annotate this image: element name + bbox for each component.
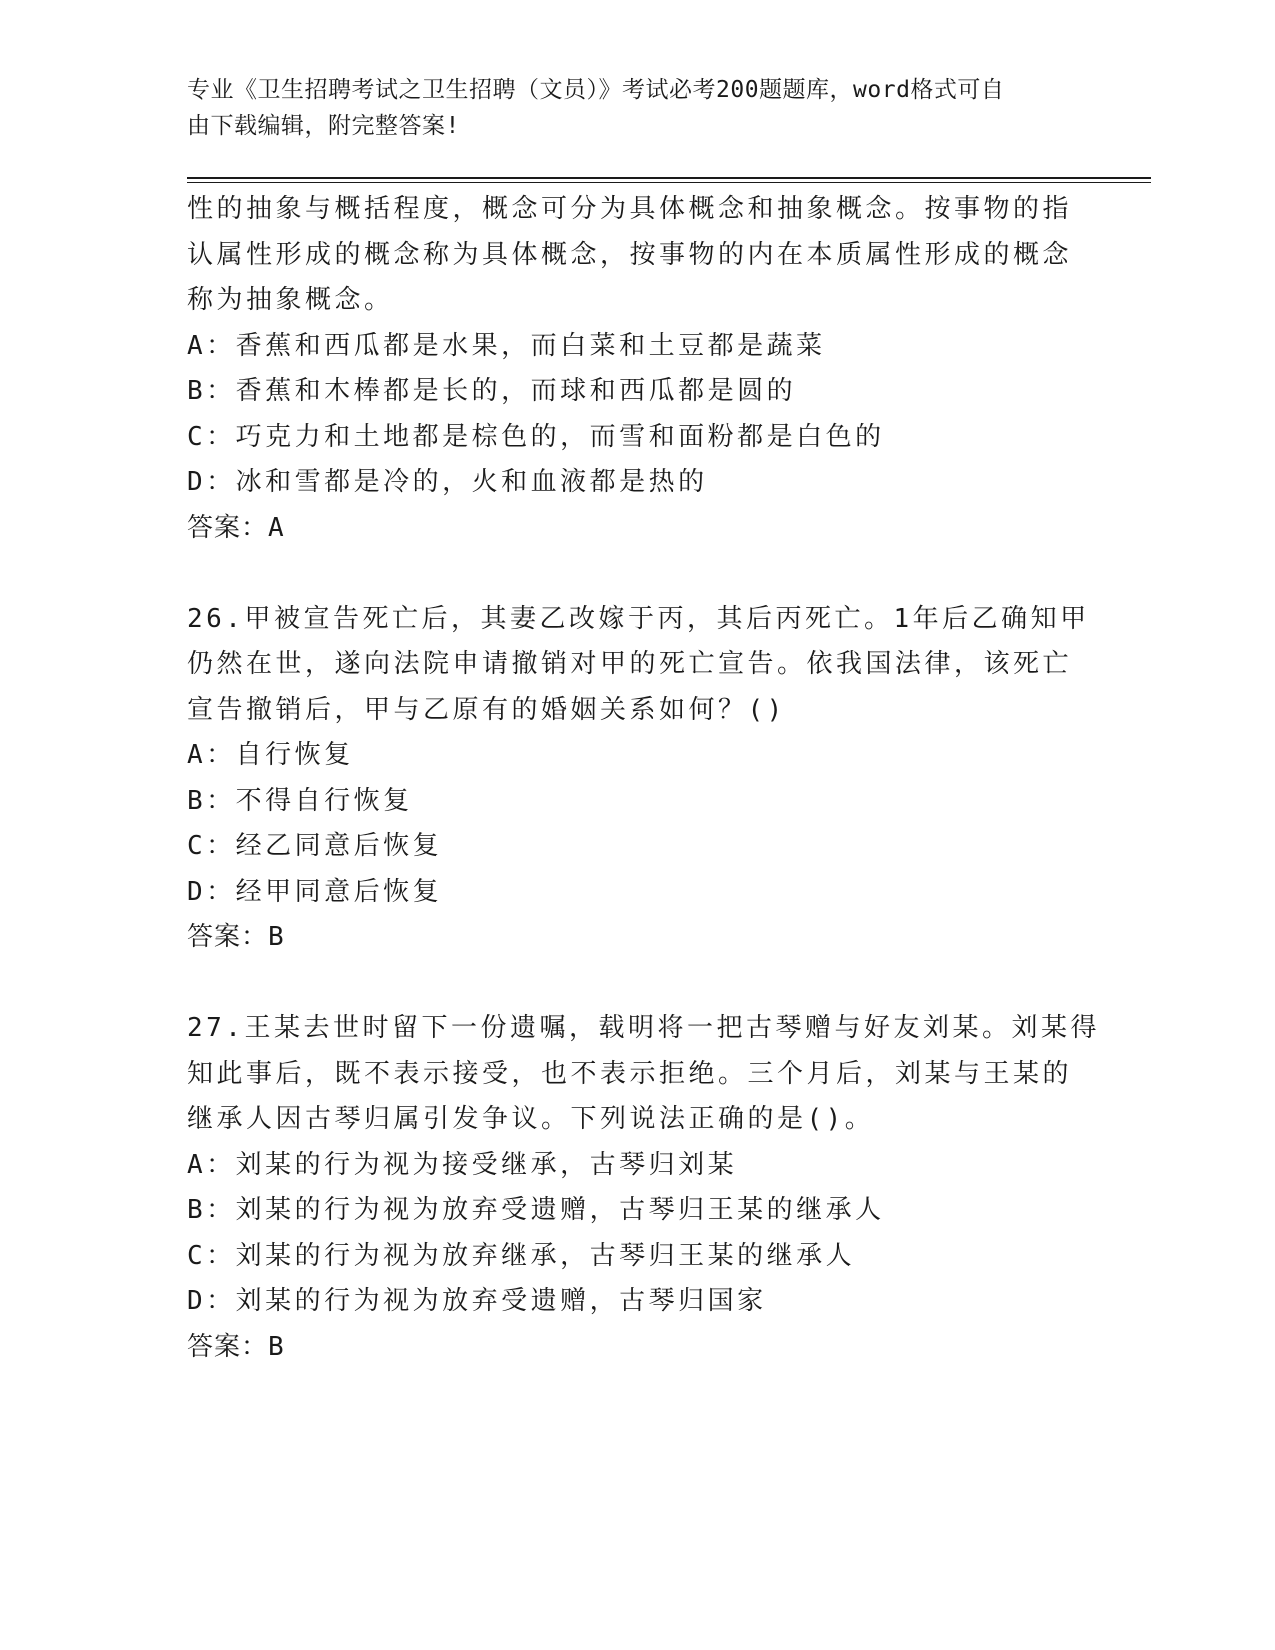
header-divider: [187, 177, 1151, 183]
spacer: [187, 961, 1087, 1007]
question-text-line: 仍然在世，遂向法院申请撤销对甲的死亡宣告。依我国法律，该死亡: [187, 649, 1073, 679]
option-d: D：冰和雪都是冷的，火和血液都是热的: [187, 467, 708, 497]
question-text-line: 性的抽象与概括程度，概念可分为具体概念和抽象概念。按事物的指: [187, 194, 1073, 224]
option-b: B：刘某的行为视为放弃受遗赠，古琴归王某的继承人: [187, 1195, 885, 1225]
option-a: A：自行恢复: [187, 740, 354, 770]
answer-line: 答案：B: [187, 922, 285, 952]
option-d: D：刘某的行为视为放弃受遗赠，古琴归国家: [187, 1286, 767, 1316]
option-c: C：刘某的行为视为放弃继承，古琴归王某的继承人: [187, 1240, 856, 1271]
option-c: C：经乙同意后恢复: [187, 831, 443, 861]
header-line: 专业《卫生招聘考试之卫生招聘（文员）》考试必考200题题库，word格式可自: [187, 77, 1005, 103]
option-b: B：香蕉和木棒都是长的，而球和西瓜都是圆的: [187, 376, 797, 406]
question-text-line: 认属性形成的概念称为具体概念，按事物的内在本质属性形成的概念: [187, 239, 1073, 270]
document-body: [187, 187, 1100, 1370]
question-continuation: [187, 187, 1087, 551]
question-text-line: 继承人因古琴归属引发争议。下列说法正确的是()。: [187, 1104, 875, 1134]
document-header: [187, 72, 1067, 144]
question-26: [187, 597, 1090, 961]
question-text-line: 宣告撤销后，甲与乙原有的婚姻关系如何？(): [187, 694, 786, 725]
option-a: A：香蕉和西瓜都是水果，而白菜和土豆都是蔬菜: [187, 330, 826, 361]
answer-line: 答案：A: [187, 512, 285, 543]
header-line: 由下载编辑，附完整答案!: [187, 113, 460, 139]
question-text-line: 27.王某去世时留下一份遗嘱，载明将一把古琴赠与好友刘某。刘某得: [187, 1013, 1100, 1043]
option-d: D：经甲同意后恢复: [187, 876, 443, 907]
question-text-line: 26.甲被宣告死亡后，其妻乙改嫁于丙，其后丙死亡。1年后乙确知甲: [187, 603, 1090, 634]
question-text-line: 知此事后，既不表示接受，也不表示拒绝。三个月后，刘某与王某的: [187, 1058, 1073, 1089]
answer-line: 答案：B: [187, 1331, 285, 1362]
question-text-line: 称为抽象概念。: [187, 285, 394, 315]
option-c: C：巧克力和土地都是棕色的，而雪和面粉都是白色的: [187, 421, 885, 452]
spacer: [187, 551, 1087, 597]
option-a: A：刘某的行为视为接受继承，古琴归刘某: [187, 1149, 738, 1180]
question-27: [187, 1006, 1100, 1370]
option-b: B：不得自行恢复: [187, 785, 413, 816]
